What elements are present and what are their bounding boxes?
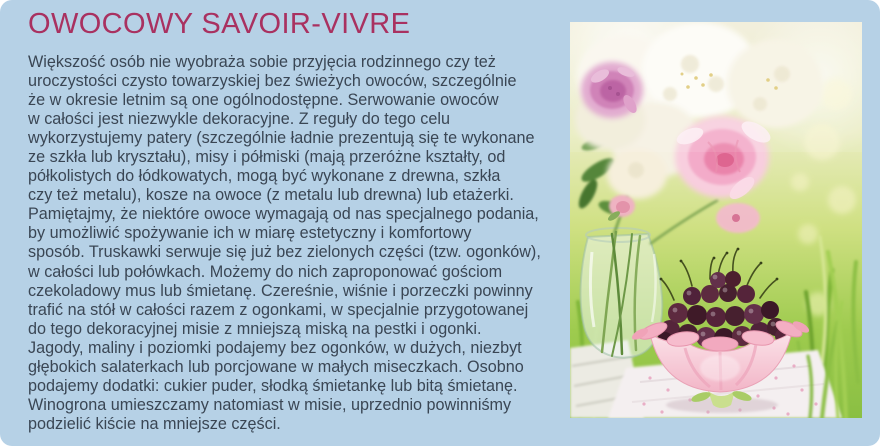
body-line: w całości lub połówkach. Możemy do nich zaproponować gościom xyxy=(28,262,503,281)
body-line: podajemy dodatki: cukier puder, słodką śmietankę lub bitą śmietanę. xyxy=(28,376,518,395)
body-line: ze szkła lub kryształu), misy i półmiski (mają przeróżne kształty, od xyxy=(28,148,506,167)
body-line: w całości jest niezwykle dekoracyjne. Z reguły do tego celu xyxy=(28,110,450,129)
body-line: uroczystości czysto towarzyskiej bez świeżych owoców, szczególnie xyxy=(28,72,517,91)
body-line: Jagody, maliny i poziomki podajemy bez ogonków, w dużych, niezbyt xyxy=(28,338,522,357)
body-line: Winogrona umieszczamy natomiast w misie, uprzednio powinniśmy xyxy=(28,395,512,414)
body-line: do tego dekoracyjnej misie z mniejszą miską na pestki i ogonki. xyxy=(28,319,482,338)
body-line: głębokich salaterkach lub porcjowane w małych miseczkach. Osobno xyxy=(28,357,524,376)
photo-light-wash xyxy=(570,22,862,152)
body-line: sposób. Truskawki serwuje się już bez zielonych części (tzw. ogonków), xyxy=(28,243,541,262)
body-line: że w okresie letnim są one ogólnodostępne. Serwowanie owoców xyxy=(28,91,499,110)
body-line: Większość osób nie wyobraża sobie przyjęcia rodzinnego czy też xyxy=(28,53,496,71)
body-line: wykorzystujemy patery (szczególnie ładnie prezentują się te wykonane xyxy=(28,129,535,148)
body-line: by umożliwić spożywanie ich w miarę estetyczny i komfortowy xyxy=(28,224,472,243)
article-title: OWOCOWY SAVOIR-VIVRE xyxy=(28,8,411,40)
article-body xyxy=(28,53,568,434)
photo-illustration xyxy=(570,22,862,418)
body-line: trafić na stół w całości razem z ogonkami, w specjalnie przygotowanej xyxy=(28,300,529,319)
body-line: czekoladowy mus lub śmietanę. Czereśnie, wiśnie i porzeczki powinny xyxy=(28,281,533,300)
body-line: czy też metalu), kosze na owoce (z metalu lub drewna) lub etażerki. xyxy=(28,186,514,205)
photo-peonies-and-cherries xyxy=(570,22,862,418)
body-line: podzielić kiście na mniejsze części. xyxy=(28,414,281,433)
body-line: Pamiętajmy, że niektóre owoce wymagają od nas specjalnego podania, xyxy=(28,205,539,224)
body-line: półkolistych do łódkowatych, mogą być wykonane z drewna, szkła xyxy=(28,167,501,186)
